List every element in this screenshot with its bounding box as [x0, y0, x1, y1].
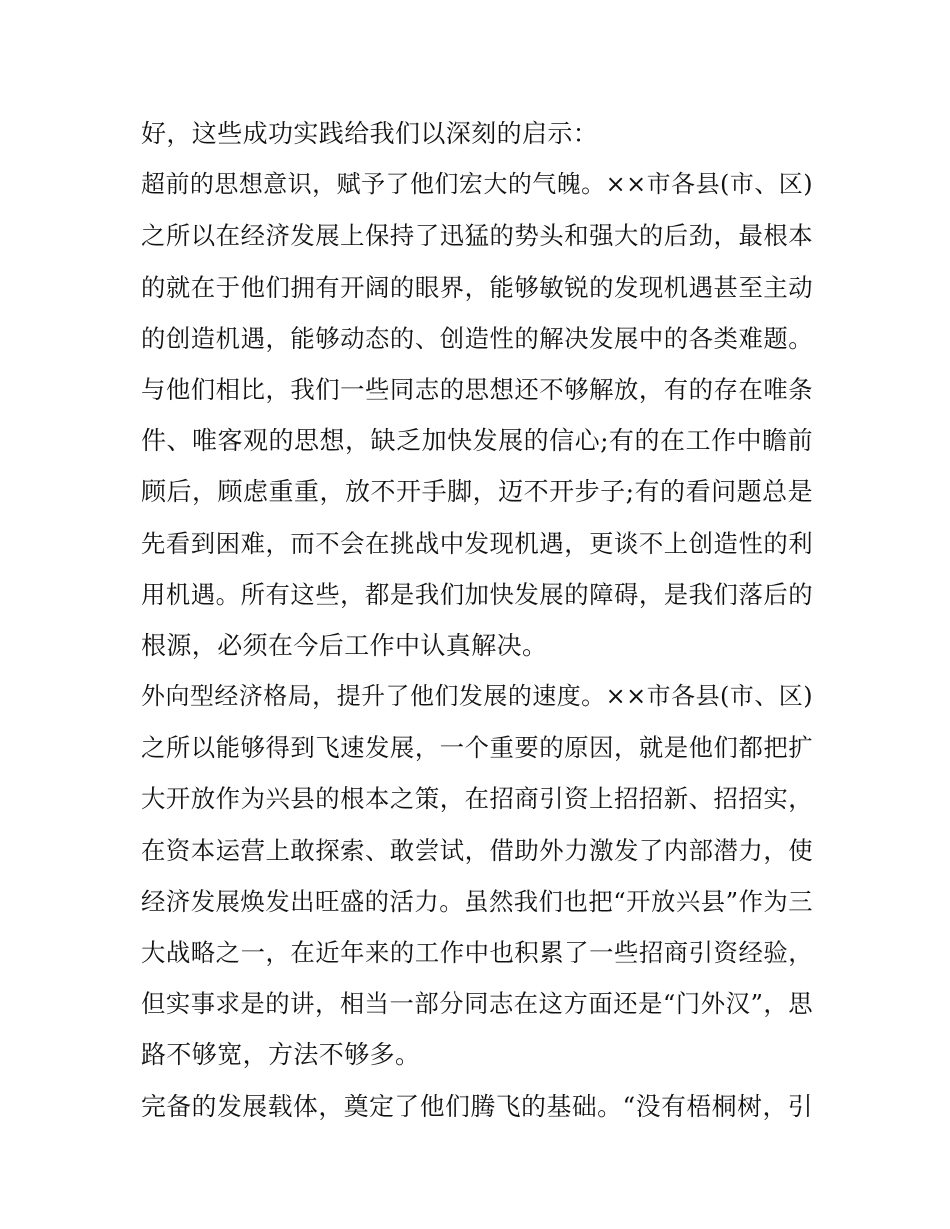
text-line: 根源，必须在今后工作中认真解决。 [141, 630, 548, 660]
text-line: 路不够宽，方法不够多。 [141, 1040, 421, 1070]
text-line: 之所以能够得到飞速发展，一个重要的原因，就是他们都把扩 [141, 733, 813, 763]
text-line: 外向型经济格局，提升了他们发展的速度。××市各县(市、区) [141, 682, 813, 711]
body-text [141, 108, 813, 1132]
text-line: 件、唯客观的思想，缺乏加快发展的信心;有的在工作中瞻前 [141, 426, 813, 456]
text-line: 经济发展焕发出旺盛的活力。虽然我们也把“开放兴县”作为三 [141, 886, 813, 916]
text-line: 但实事求是的讲，相当一部分同志在这方面还是“门外汉”，思 [141, 989, 813, 1019]
text-line: 用机遇。所有这些，都是我们加快发展的障碍，是我们落后的 [141, 579, 813, 609]
text-line: 之所以在经济发展上保持了迅猛的势头和强大的后劲，最根本 [141, 221, 813, 251]
text-line: 先看到困难，而不会在挑战中发现机遇，更谈不上创造性的利 [141, 528, 813, 558]
text-line: 大开放作为兴县的根本之策，在招商引资上招招新、招招实， [141, 784, 813, 814]
text-line: 顾后，顾虑重重，放不开手脚，迈不开步子;有的看问题总是 [141, 477, 813, 507]
text-line: 大战略之一，在近年来的工作中也积累了一些招商引资经验， [141, 938, 813, 967]
text-line: 的就在于他们拥有开阔的眼界，能够敏锐的发现机遇甚至主动 [141, 272, 813, 302]
text-line: 在资本运营上敢探索、敢尝试，借助外力激发了内部潜力，使 [141, 835, 813, 865]
text-line: 的创造机遇，能够动态的、创造性的解决发展中的各类难题。 [141, 323, 813, 353]
text-line: 超前的思想意识，赋予了他们宏大的气魄。××市各县(市、区) [141, 170, 813, 199]
text-line: 好，这些成功实践给我们以深刻的启示： [141, 119, 599, 148]
text-line: 完备的发展载体，奠定了他们腾飞的基础。“没有梧桐树，引 [141, 1091, 813, 1121]
text-line: 与他们相比，我们一些同志的思想还不够解放，有的存在唯条 [141, 374, 813, 404]
